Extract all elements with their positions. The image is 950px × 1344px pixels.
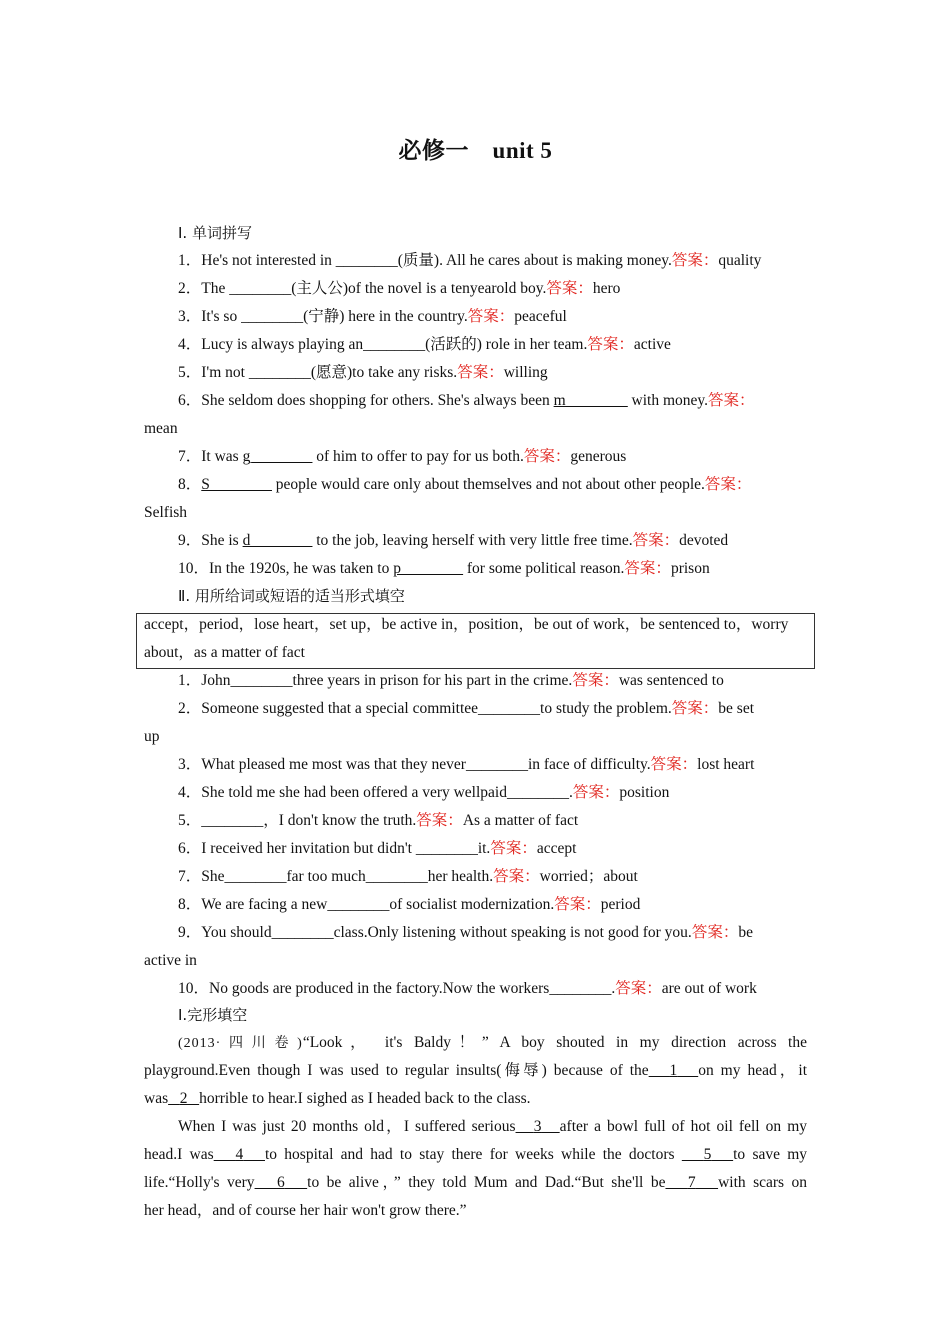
cloze-blank: 2 [179, 1090, 188, 1107]
answer-label: 答案： [416, 812, 463, 829]
cloze-line: When I was just 20 months old，I suffered serious 3 after a bowl full of hot oil fell on my [178, 1118, 808, 1135]
list-item: 6．She seldom does shopping for others. She's always been m________ with money.答案： [178, 392, 755, 409]
list-item: 3．What pleased me most was that they never________in face of difficulty.答案：lost heart [178, 756, 755, 773]
answer-label: 答案： [457, 364, 504, 381]
hint-blank: S________ [201, 476, 272, 493]
answer-continuation: active in [144, 952, 197, 969]
list-item: 2．The ________(主人公)of the novel is a tenyearold boy.答案：hero [178, 280, 621, 297]
source-citation: (2013·四川卷) [178, 1036, 303, 1051]
answer-label: 答案： [523, 448, 571, 465]
list-item: 9．You should________class.Only listening without speaking is not good for you.答案：be [178, 924, 753, 941]
cloze-line: playground.Even though I was used to regular insults(侮辱) because of the 1 on my head，it [144, 1062, 807, 1079]
section-heading-fill-in: Ⅱ. 用所给词或短语的适当形式填空 [178, 587, 405, 605]
answer-label: 答案： [615, 980, 662, 997]
word-bank-line: accept，period，lose heart，set up，be active in，position，be out of work，be sentenced to，worry [144, 616, 789, 633]
answer-label: 答案： [708, 392, 755, 409]
answer-label: 答案： [691, 924, 739, 941]
list-item: 7．It was g________ of him to offer to pay for us both.答案：generous [178, 448, 627, 465]
answer-label: 答案： [490, 840, 537, 857]
answer-label: 答案： [624, 560, 671, 577]
answer-label: 答案： [650, 756, 698, 773]
cloze-blank: 5 [703, 1146, 712, 1163]
answer-label: 答案： [554, 896, 601, 913]
answer-label: 答案： [671, 700, 719, 717]
cloze-blank: 1 [669, 1062, 678, 1079]
answer-label: 答案： [493, 868, 540, 885]
hint-blank: d________ [242, 532, 313, 549]
cloze-blank: 6 [276, 1174, 285, 1191]
list-item: 4．Lucy is always playing an________(活跃的) role in her team.答案：active [178, 336, 671, 353]
section-heading-spelling: Ⅰ. 单词拼写 [178, 224, 252, 242]
list-item: 1．John________three years in prison for his part in the crime.答案：was sentenced to [178, 672, 724, 689]
answer-continuation: mean [144, 420, 178, 437]
cloze-line: was 2 horrible to hear.I sighed as I headed back to the class. [144, 1090, 531, 1107]
cloze-line: head.I was 4 to hospital and had to stay there for weeks while the doctors 5 to save my [144, 1146, 808, 1163]
answer-label: 答案： [572, 672, 619, 689]
answer-label: 答案： [587, 336, 634, 353]
list-item: 9．She is d________ to the job, leaving herself with very little free time.答案：devoted [178, 532, 729, 549]
answer-label: 答案： [572, 784, 620, 801]
answer-label: 答案： [546, 280, 593, 297]
answer-label: 答案： [671, 252, 719, 269]
cloze-line: (2013·四川卷)“Look， it's Baldy！” A boy shouted in my direction across the [178, 1034, 807, 1051]
answer-label: 答案： [632, 532, 680, 549]
cloze-blank: 3 [533, 1118, 542, 1135]
answer-continuation: up [144, 728, 160, 745]
list-item: 10．No goods are produced in the factory.Now the workers________.答案：are out of work [178, 980, 757, 997]
hint-blank: g________ [242, 448, 313, 465]
answer-continuation: Selfish [144, 504, 188, 521]
word-bank-box [136, 613, 815, 669]
list-item: 7．She________far too much________her health.答案：worried；about [178, 868, 638, 885]
section-heading-cloze: Ⅰ.完形填空 [178, 1006, 248, 1024]
hint-blank: p________ [393, 560, 463, 577]
word-bank-line: about，as a matter of fact [144, 644, 305, 661]
list-item: 10．In the 1920s, he was taken to p________ for some political reason.答案：prison [178, 560, 710, 577]
cloze-blank: 7 [687, 1174, 696, 1191]
list-item: 3．It's so ________(宁静) here in the country.答案：peaceful [178, 308, 567, 325]
list-item: 5．________，I don't know the truth.答案：As a matter of fact [178, 812, 579, 829]
answer-label: 答案： [704, 476, 752, 493]
list-item: 1．He's not interested in ________(质量). All he cares about is making money.答案：quality [178, 252, 762, 269]
list-item: 8．S________ people would care only about themselves and not about other people.答案： [178, 476, 752, 493]
list-item: 8．We are facing a new________of socialist modernization.答案：period [178, 896, 641, 913]
list-item: 4．She told me she had been offered a very wellpaid________.答案：position [178, 784, 670, 801]
page-title: 必修一 unit 5 [398, 138, 553, 163]
list-item: 2．Someone suggested that a special committee________to study the problem.答案：be set [178, 700, 755, 717]
cloze-line: her head，and of course her hair won't grow there.” [144, 1202, 467, 1219]
answer-label: 答案： [467, 308, 515, 325]
list-item: 5．I'm not ________(愿意)to take any risks.答案：willing [178, 364, 548, 381]
hint-blank: m________ [553, 392, 628, 409]
list-item: 6．I received her invitation but didn't ________it.答案：accept [178, 840, 577, 857]
cloze-blank: 4 [235, 1146, 244, 1163]
cloze-line: life.“Holly's very 6 to be alive，” they told Mum and Dad.“But she'll be 7 with scars on [144, 1174, 808, 1191]
